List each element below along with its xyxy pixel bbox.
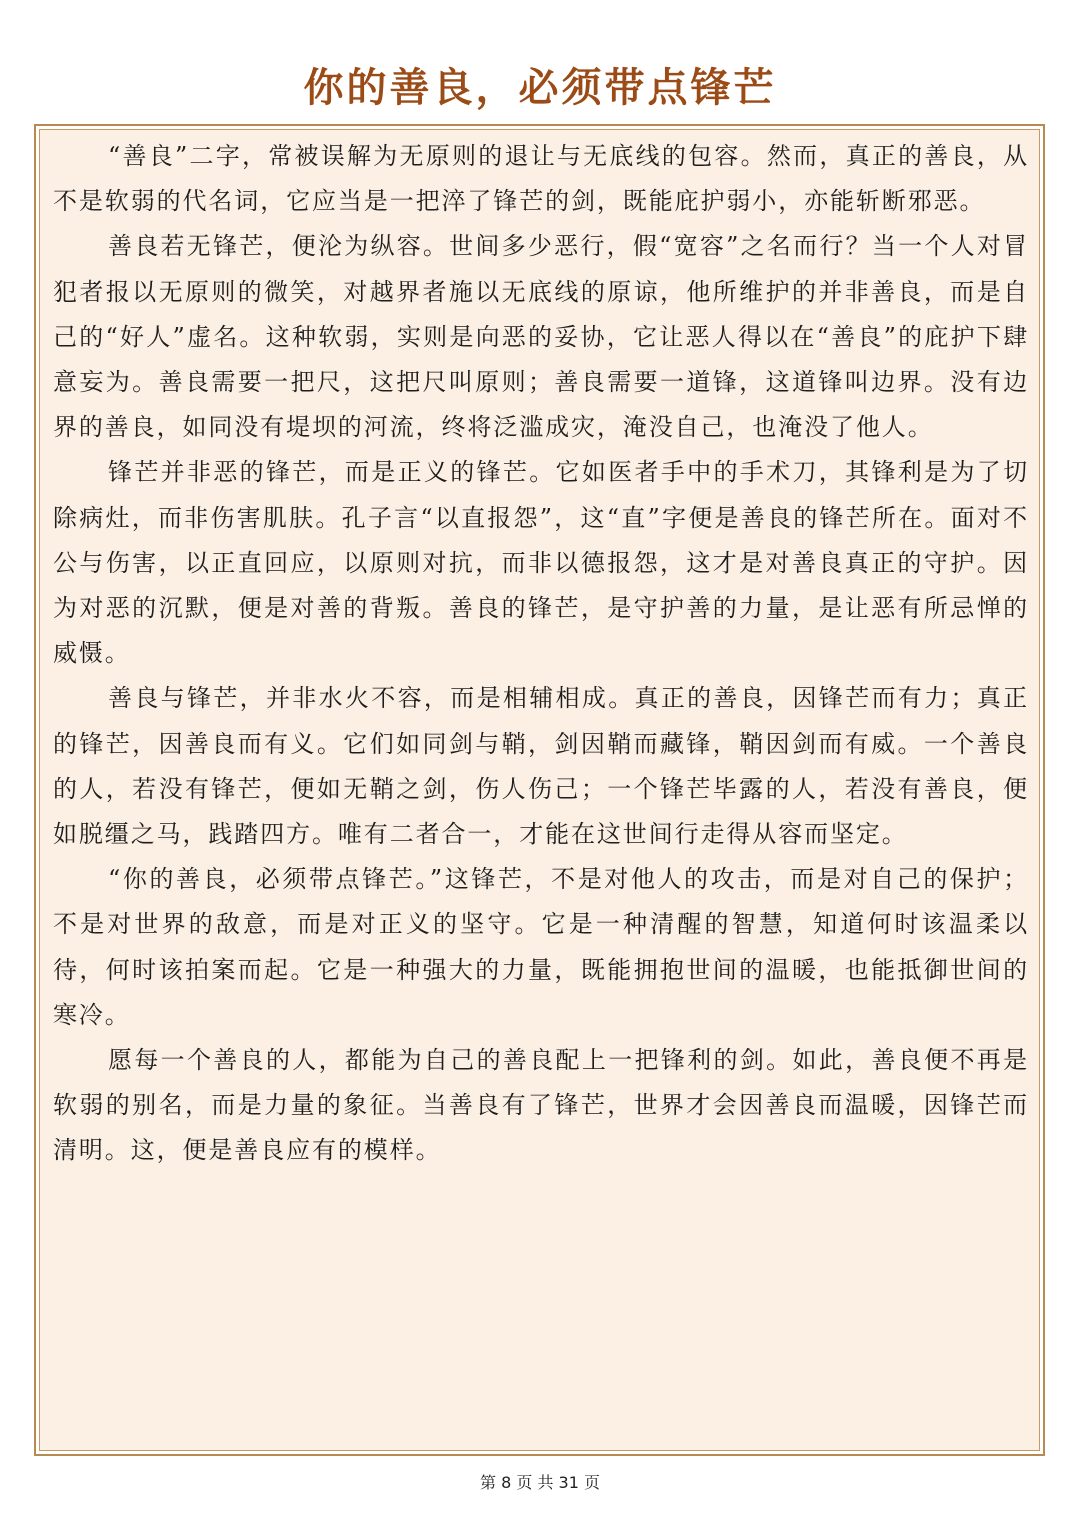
page-number-footer: 第 8 页 共 31 页	[480, 1473, 600, 1492]
paragraph-1: “善良”二字，常被误解为无原则的退让与无底线的包容。然而，真正的善良，从不是软弱的代名词，它应当是一把淬了锋芒的剑，既能庇护弱小，亦能斩断邪恶。	[53, 142, 1029, 216]
article-body	[53, 134, 1029, 1174]
paragraph-4: 善良与锋芒，并非水火不容，而是相辅相成。真正的善良，因锋芒而有力；真正的锋芒，因善良而有义。它们如同剑与鞘，剑因鞘而藏锋，鞘因剑而有威。一个善良的人，若没有锋芒，便如无鞘之剑，伤人伤己；一个锋芒毕露的人，若没有善良，便如脱缰之马，践踏四方。唯有二者合一，才能在这世间行走得从容而坚定。	[53, 684, 1029, 849]
paragraph-5: “你的善良，必须带点锋芒。”这锋芒，不是对他人的攻击，而是对自己的保护；不是对世界的敌意，而是对正义的坚守。它是一种清醒的智慧，知道何时该温柔以待，何时该拍案而起。它是一种强大的力量，既能拥抱世间的温暖，也能抵御世间的寒冷。	[53, 865, 1029, 1029]
paragraph-2: 善良若无锋芒，便沦为纵容。世间多少恶行，假“宽容”之名而行？当一个人对冒犯者报以无原则的微笑，对越界者施以无底线的原谅，他所维护的并非善良，而是自己的“好人”虚名。这种软弱，实则是向恶的妥协，它让恶人得以在“善良”的庇护下肆意妄为。善良需要一把尺，这把尺叫原则；善良需要一道锋，这道锋叫边界。没有边界的善良，如同没有堤坝的河流，终将泛滥成灾，淹没自己，也淹没了他人。	[53, 232, 1029, 442]
paragraph-3: 锋芒并非恶的锋芒，而是正义的锋芒。它如医者手中的手术刀，其锋利是为了切除病灶，而非伤害肌肤。孔子言“以直报怨”，这“直”字便是善良的锋芒所在。面对不公与伤害，以正直回应，以原则对抗，而非以德报怨，这才是对善良真正的守护。因为对恶的沉默，便是对善的背叛。善良的锋芒，是守护善的力量，是让恶有所忌惮的威慑。	[53, 458, 1029, 668]
document-title: 你的善良，必须带点锋芒	[303, 65, 777, 111]
paragraph-6: 愿每一个善良的人，都能为自己的善良配上一把锋利的剑。如此，善良便不再是软弱的别名，而是力量的象征。当善良有了锋芒，世界才会因善良而温暖，因锋芒而清明。这，便是善良应有的模样。	[53, 1046, 1029, 1165]
